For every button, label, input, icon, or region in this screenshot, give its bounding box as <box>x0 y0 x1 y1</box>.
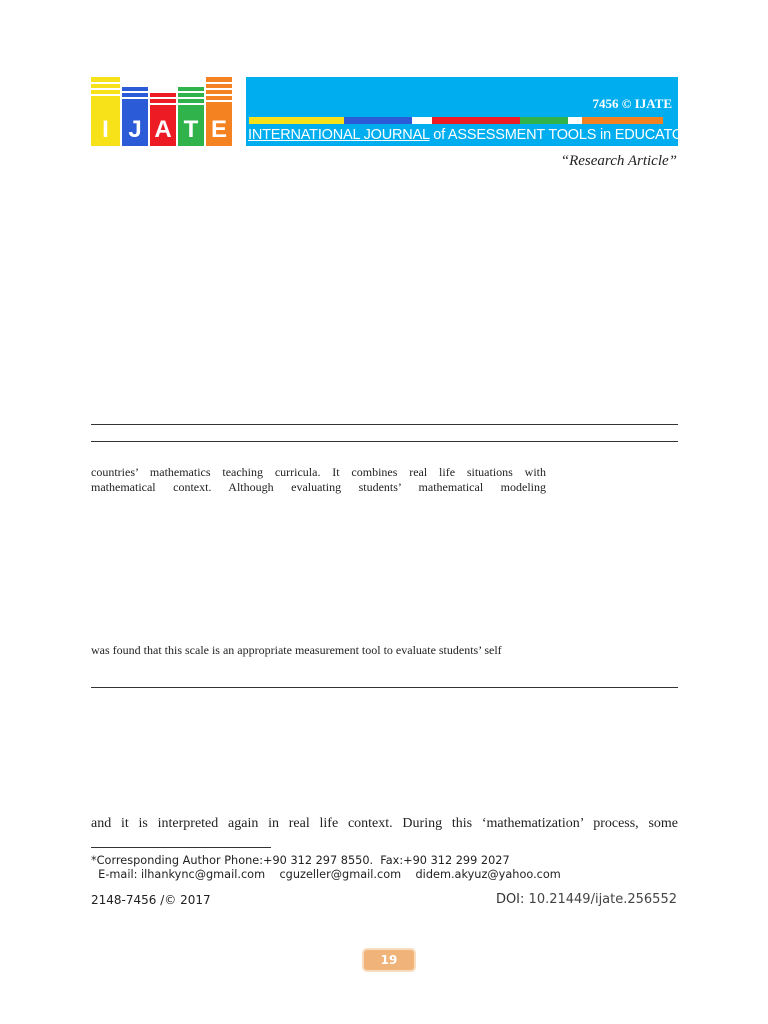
logo-letter: A <box>154 116 172 143</box>
doi-label: DOI: <box>495 892 525 907</box>
logo-block-i <box>91 77 120 146</box>
article-type: “Research Article” <box>560 153 677 169</box>
abstract-text-line: was found that this scale is an appropriate measurement tool to evaluate students’ self <box>91 643 502 657</box>
logo-block-j <box>122 87 148 146</box>
abstract-top-rule <box>91 424 678 425</box>
journal-title <box>248 127 693 143</box>
logo-letter: T <box>183 116 199 143</box>
banner-title-area <box>246 77 694 146</box>
color-bar <box>249 117 663 124</box>
abstract-text-line: countries’ mathematics teaching curricula. It combines real life situations with <box>91 465 546 479</box>
abstract-header-rule <box>91 441 678 442</box>
issn: 2148-7456 /© 2017 <box>91 893 211 907</box>
logo-block-t <box>178 87 204 146</box>
journal-title-prefix: INTERNATIONAL JOURNAL <box>248 127 430 143</box>
footnote-contact: *Corresponding Author Phone:+90 312 297 8550. Fax:+90 312 299 2027 <box>91 854 510 867</box>
journal-banner <box>91 77 694 146</box>
journal-code: 7456 © IJATE <box>592 96 672 111</box>
body-text-line: and it is interpreted again in real life context. During this ‘mathematization’ process, some <box>91 816 678 831</box>
abstract-text-line: mathematical context. Although evaluating students’ mathematical modeling <box>91 480 546 494</box>
abstract-bottom-rule <box>91 687 678 688</box>
logo-block-e <box>206 77 232 146</box>
logo-block-a <box>150 93 176 146</box>
page-number: 19 <box>362 948 416 972</box>
doi <box>496 892 677 907</box>
footnote-emails: E-mail: ilhankync@gmail.com cguzeller@gmail.com didem.akyuz@yahoo.com <box>91 868 561 881</box>
footnote-rule <box>91 847 271 848</box>
journal-title-rest: of ASSESSMENT TOOLS in EDUCATON <box>429 127 694 143</box>
logo-letter: E <box>210 116 227 143</box>
logo-letter: I <box>102 116 109 143</box>
doi-link[interactable]: 10.21449/ijate.256552 <box>528 892 677 907</box>
logo-letter: J <box>128 116 142 143</box>
